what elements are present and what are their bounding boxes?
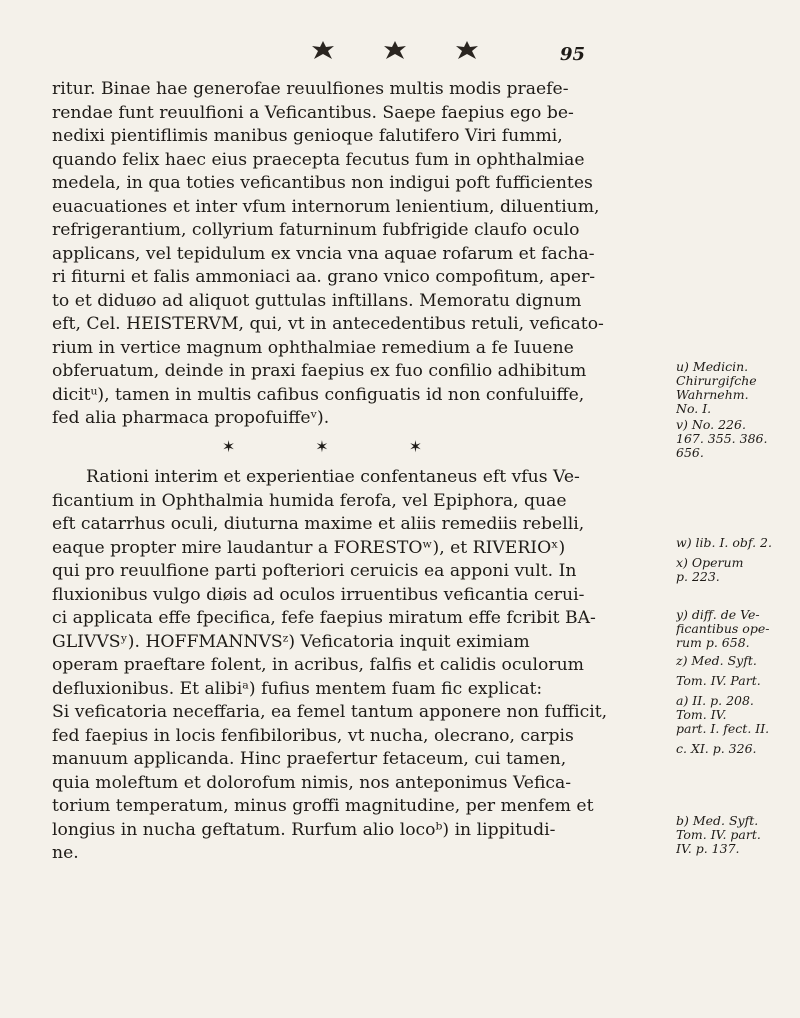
text-line: applicans, vel tepidulum ex vncia vna aquae rofarum et facha-: [52, 243, 595, 264]
margin-note: part. I. fect. II.: [676, 722, 770, 736]
fleuron-icon: [310, 40, 336, 60]
margin-note: x) Operum: [676, 556, 744, 570]
margin-note: b) Med. Syft.: [676, 814, 759, 828]
asterism-icon: ✶: [408, 436, 423, 456]
margin-note: a) II. p. 208.: [676, 694, 754, 708]
text-line: defluxionibus. Et alibiᵃ) fufius mentem fuam fic explicat:: [52, 678, 543, 699]
text-line: obferuatum, deinde in praxi faepius ex fuo confilio adhibitum: [52, 361, 587, 381]
text-line: quia moleftum et dolorofum nimis, nos anteponimus Vefica-: [52, 772, 572, 793]
margin-note: Tom. IV.: [676, 708, 727, 722]
text-line: refrigerantium, collyrium faturninum fubfrigide claufo oculo: [52, 220, 580, 240]
margin-note: y) diff. de Ve-: [676, 608, 760, 622]
text-line: Si veficatoria neceffaria, ea femel tantum apponere non fufficit,: [52, 702, 608, 722]
margin-note: Chirurgifche: [676, 374, 757, 388]
fleuron-icon: [454, 40, 480, 60]
text-line: qui pro reuulfione parti pofteriori ceruicis ea apponi vult. In: [52, 561, 577, 581]
header-ornaments: [310, 40, 480, 64]
margin-note: Tom. IV. Part.: [676, 674, 761, 688]
text-line: to et diduøo ad aliquot guttulas inftillans. Memoratu dignum: [52, 290, 582, 311]
paragraph-2: [52, 466, 672, 866]
text-line: euacuationes et inter vfum internorum lenientium, diluentium,: [52, 196, 600, 217]
margin-note: w) lib. I. obf. 2.: [676, 536, 772, 550]
margin-note: u) Medicin.: [676, 360, 749, 374]
main-text: [52, 78, 672, 866]
margin-note: z) Med. Syft.: [676, 654, 757, 668]
margin-note: p. 223.: [676, 570, 720, 584]
text-line: operam praeftare folent, in acribus, falfis et calidis oculorum: [52, 655, 584, 675]
paragraph-1: [52, 78, 672, 431]
text-line: medela, in qua toties veficantibus non indigui poft fufficientes: [52, 173, 593, 193]
margin-note: v) No. 226.: [676, 418, 746, 432]
section-separator: [52, 435, 672, 459]
text-line: quando felix haec eius praecepta fecutus fum in ophthalmiae: [52, 149, 585, 170]
text-line: nedixi pientiflimis manibus genioque falutifero Viri fummi,: [52, 126, 563, 146]
text-line: rium in vertice magnum ophthalmiae remedium a fe Iuuene: [52, 337, 574, 358]
margin-note: rum p. 658.: [676, 636, 750, 650]
text-line: Rationi interim et experientiae confentaneus eft vfus Ve-: [86, 467, 580, 487]
text-line: torium temperatum, minus groffi magnitudine, per menfem et: [52, 796, 594, 816]
margin-note: Tom. IV. part.: [676, 828, 761, 842]
text-line: dicitᵘ), tamen in multis cafibus configuatis id non confuluiffe,: [52, 384, 585, 405]
text-line: ficantium in Ophthalmia humida ferofa, vel Epiphora, quae: [52, 490, 567, 511]
margin-note: 167. 355. 386.: [676, 432, 768, 446]
margin-note: IV. p. 137.: [676, 842, 740, 856]
text-line: eft catarrhus oculi, diuturna maxime et aliis remediis rebelli,: [52, 514, 585, 534]
text-line: ritur. Binae hae generofae reuulfiones multis modis praefe-: [52, 79, 569, 99]
text-line: fluxionibus vulgo diøis ad oculos irruentibus veficantia cerui-: [52, 584, 585, 605]
text-line: eaque propter mire laudantur a FORESTOʷ), et RIVERIOˣ): [52, 537, 566, 558]
text-line: rendae funt reuulfioni a Veficantibus. Saepe faepius ego be-: [52, 102, 574, 123]
margin-note: No. I.: [676, 402, 712, 416]
text-line: fed faepius in locis fenfibiloribus, vt nucha, olecrano, carpis: [52, 725, 574, 746]
text-line: ne.: [52, 843, 79, 863]
asterism-icon: ✶: [221, 436, 236, 456]
text-line: eft, Cel. HEISTERVM, qui, vt in antecedentibus retuli, veficato-: [52, 314, 604, 334]
page-number: 95: [560, 44, 586, 65]
text-line: GLIVVSʸ). HOFFMANNVSᶻ) Veficatoria inquit eximiam: [52, 631, 530, 652]
fleuron-icon: [382, 40, 408, 60]
margin-note: Wahrnehm.: [676, 388, 749, 402]
margin-note: 656.: [676, 446, 704, 460]
margin-note: c. XI. p. 326.: [676, 742, 757, 756]
text-line: longius in nucha geftatum. Rurfum alio locoᵇ) in lippitudi-: [52, 819, 556, 840]
text-line: ci applicata effe fpecifica, fefe faepius miratum effe fcribit BA-: [52, 608, 596, 628]
text-line: manuum applicanda. Hinc praefertur fetaceum, cui tamen,: [52, 749, 567, 769]
text-line: fed alia pharmaca propofuiffeᵛ).: [52, 408, 330, 428]
asterism-icon: ✶: [315, 436, 329, 456]
text-line: ri fiturni et falis ammoniaci aa. grano vnico compofitum, aper-: [52, 267, 596, 287]
margin-note: ficantibus ope-: [676, 622, 770, 636]
